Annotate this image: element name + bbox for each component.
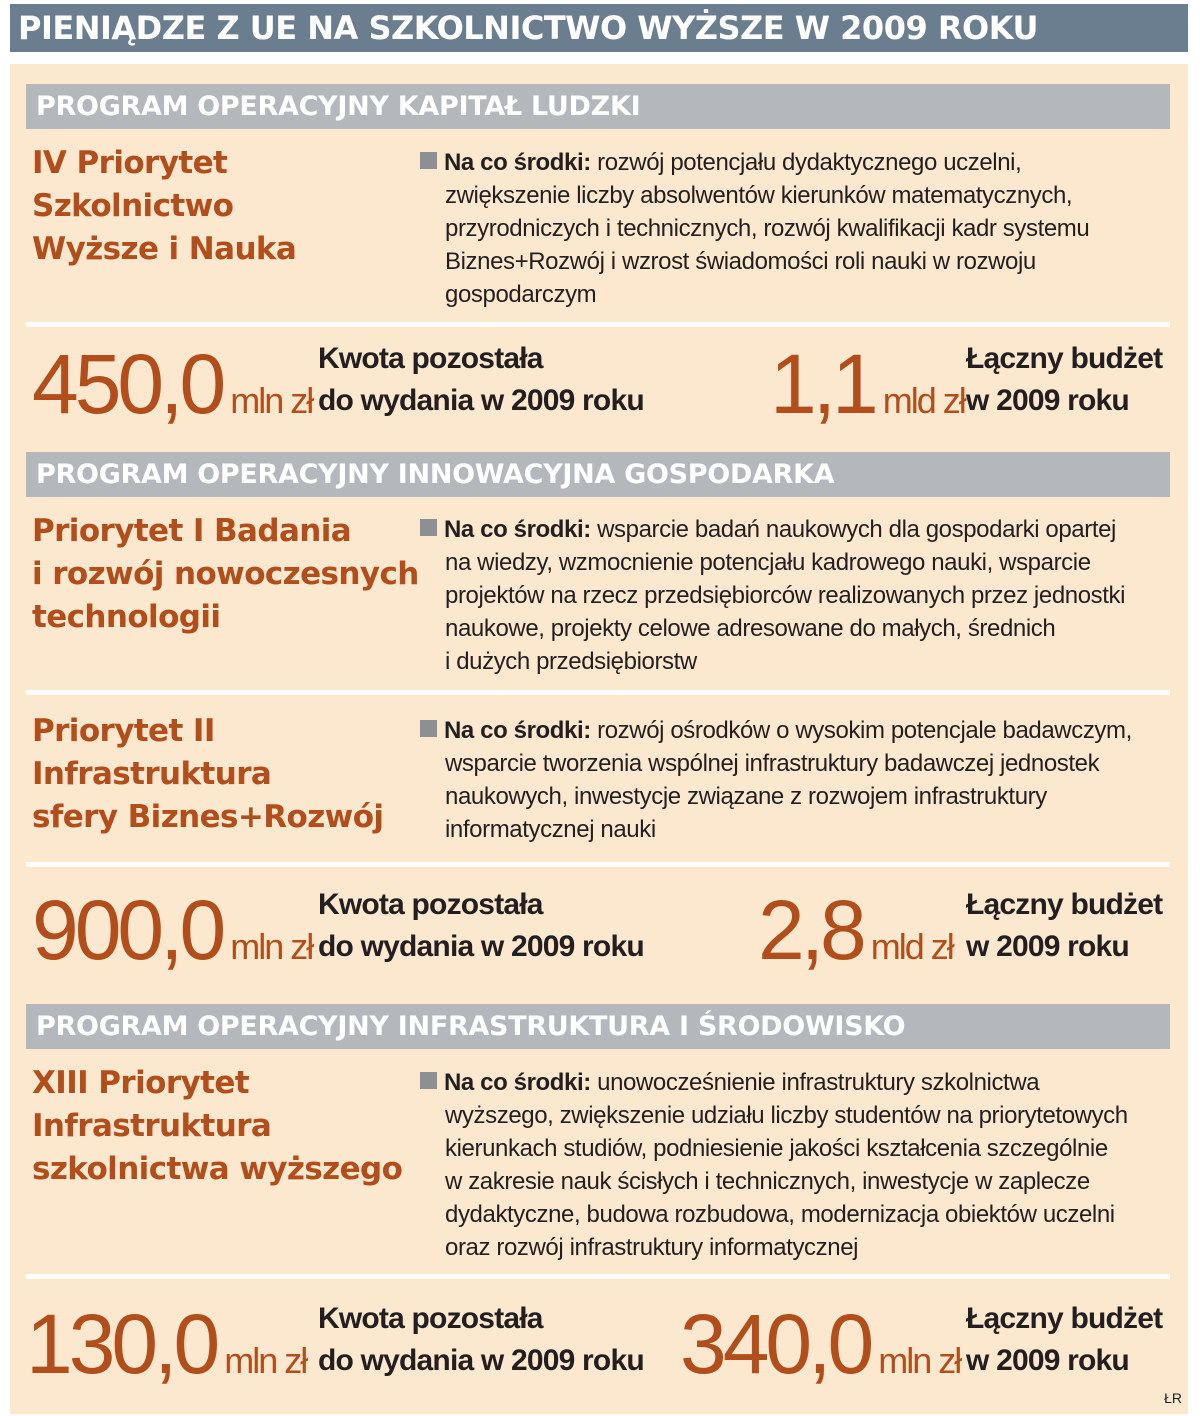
total-budget-amount: 2,8 mld zł bbox=[758, 883, 953, 977]
priority-description: Na co środki: rozwój potencjału dydaktycznego uczelni, zwiększenie liczby absolwentów kierunków matematycznych, przyrodniczych i technicznych, rozwój kwalifikacji kadr systemu Biznes+Rozwój i wzrost świadomości roli nauki w rozwoju gospodarczym bbox=[420, 146, 1170, 311]
program-header-innowacyjna-gospodarka: PROGRAM OPERACYJNY INNOWACYJNA GOSPODARKA bbox=[26, 452, 1170, 497]
remaining-label: Kwota pozostała do wydania w 2009 roku bbox=[318, 342, 644, 417]
priority-title: XIII Priorytet Infrastruktura szkolnictwa wyższego bbox=[32, 1065, 403, 1187]
total-budget-amount: 340,0 mln zł bbox=[680, 1297, 961, 1391]
priority-description: Na co środki: wsparcie badań naukowych dla gospodarki opartej na wiedzy, wzmocnienie potencjału kadrowego nauki, wsparcie projektów na rzecz przedsiębiorców realizowanych przez jednostki naukowe, projekty celowe adresowane do małych, średnich i dużych przedsiębiorstw bbox=[420, 513, 1170, 678]
total-budget-amount: 1,1 mld zł bbox=[770, 337, 965, 431]
infographic-title: PIENIĄDZE Z UE NA SZKOLNICTWO WYŻSZE W 2009 ROKU bbox=[10, 4, 1188, 52]
bullet-square-icon bbox=[420, 1072, 437, 1089]
total-budget-label: Łączny budżet w 2009 roku bbox=[966, 1302, 1163, 1377]
total-budget-label: Łączny budżet w 2009 roku bbox=[966, 342, 1163, 417]
remaining-amount: 900,0 mln zł bbox=[32, 883, 313, 977]
remaining-label: Kwota pozostała do wydania w 2009 roku bbox=[318, 1302, 644, 1377]
divider bbox=[26, 690, 1170, 695]
priority-title: IV Priorytet Szkolnictwo Wyższe i Nauka bbox=[32, 145, 297, 267]
bullet-square-icon bbox=[420, 152, 437, 169]
priority-title: Priorytet II Infrastruktura sfery Biznes+Rozwój bbox=[32, 713, 384, 835]
program-header-kapital-ludzki: PROGRAM OPERACYJNY KAPITAŁ LUDZKI bbox=[26, 84, 1170, 129]
bullet-square-icon bbox=[420, 519, 437, 536]
divider bbox=[26, 1274, 1170, 1279]
bullet-square-icon bbox=[420, 720, 437, 737]
remaining-amount: 450,0 mln zł bbox=[32, 337, 313, 431]
remaining-amount: 130,0 mln zł bbox=[26, 1297, 307, 1391]
author-credit: ŁR bbox=[1164, 1390, 1182, 1406]
priority-description: Na co środki: unowocześnienie infrastruktury szkolnictwa wyższego, zwiększenie udziału liczby studentów na priorytetowych kierunkach studiów, podniesienie jakości kształcenia szczególnie w zakresie nauk ścisłych i technicznych, inwestycje w zaplecze dydaktyczne, budowa rozbudowa, modernizacja obiektów uczelni oraz rozwój infrastruktury informatycznej bbox=[420, 1066, 1170, 1264]
program-header-infrastruktura-i-srodowisko: PROGRAM OPERACYJNY INFRASTRUKTURA I ŚRODOWISKO bbox=[26, 1004, 1170, 1049]
priority-description: Na co środki: rozwój ośrodków o wysokim potencjale badawczym, wsparcie tworzenia wspólnej infrastruktury badawczej jednostek naukowych, inwestycje związane z rozwojem infrastruktury informatycznej nauki bbox=[420, 714, 1170, 846]
divider bbox=[26, 862, 1170, 867]
remaining-label: Kwota pozostała do wydania w 2009 roku bbox=[318, 888, 644, 963]
divider bbox=[26, 322, 1170, 327]
total-budget-label: Łączny budżet w 2009 roku bbox=[966, 888, 1163, 963]
priority-title: Priorytet I Badania i rozwój nowoczesnych technologii bbox=[32, 513, 419, 635]
